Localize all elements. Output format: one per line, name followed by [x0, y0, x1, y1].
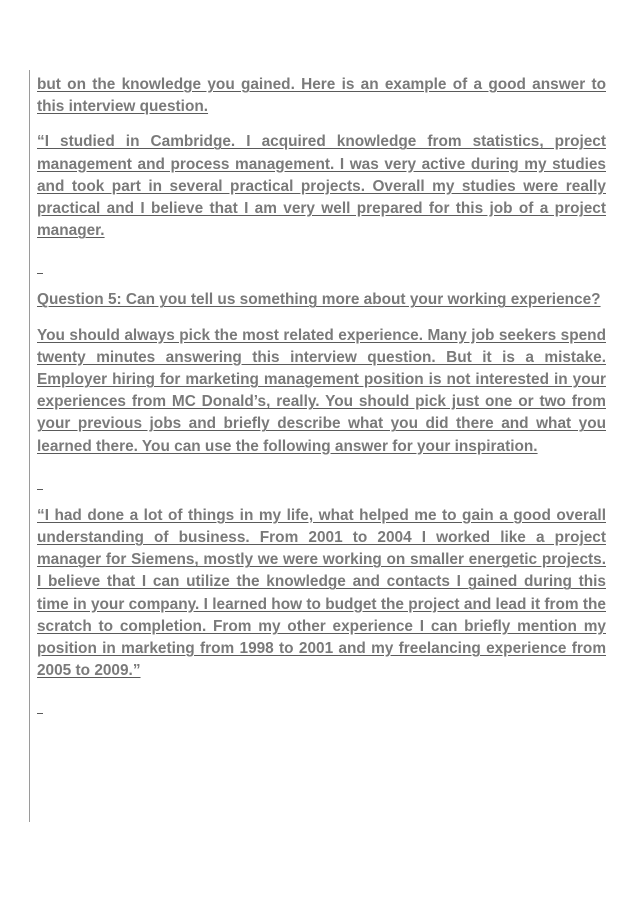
underline-mark — [37, 273, 43, 274]
underline-mark — [37, 713, 43, 714]
sample-answer-paragraph: “I had done a lot of things in my life, what helped me to gain a good overall understanding of business. From 2001 to 2004 I worked like a project manager for Siemens, mostly we were working on smaller energetic projects. I believe that I can utilize the knowledge and contacts I gained during this time in your company. I learned how to budget the project and lead it from the scratch to completion. From my other experience I can briefly mention my position in marketing from 1998 to 2001 and my freelancing experience from 2005 to 2009.” — [37, 506, 606, 680]
empty-line — [37, 471, 606, 493]
intro-continuation-paragraph: but on the knowledge you gained. Here is an example of a good answer to this interview question. — [37, 76, 606, 116]
example-answer-paragraph: “I studied in Cambridge. I acquired knowledge from statistics, project management and process management. I was very active during my studies and took part in several practical projects. Overall my studies were really practical and I believe that I am very well prepared for this job of a project manager. — [37, 133, 606, 240]
empty-line — [37, 695, 606, 717]
empty-line — [37, 255, 606, 277]
advice-paragraph: You should always pick the most related experience. Many job seekers spend twenty minutes answering this interview question. But it is a mistake. Employer hiring for marketing management position is not interested in your experiences from MC Donald’s, really. You should pick just one or two from your previous jobs and briefly describe what you did there and what you learned there. You can use the following answer for your inspiration. — [37, 326, 606, 455]
question-heading: Question 5: Can you tell us something more about your working experience? — [37, 291, 601, 309]
document-body — [37, 74, 606, 729]
underline-mark — [37, 489, 43, 490]
left-margin-rule — [29, 70, 30, 822]
